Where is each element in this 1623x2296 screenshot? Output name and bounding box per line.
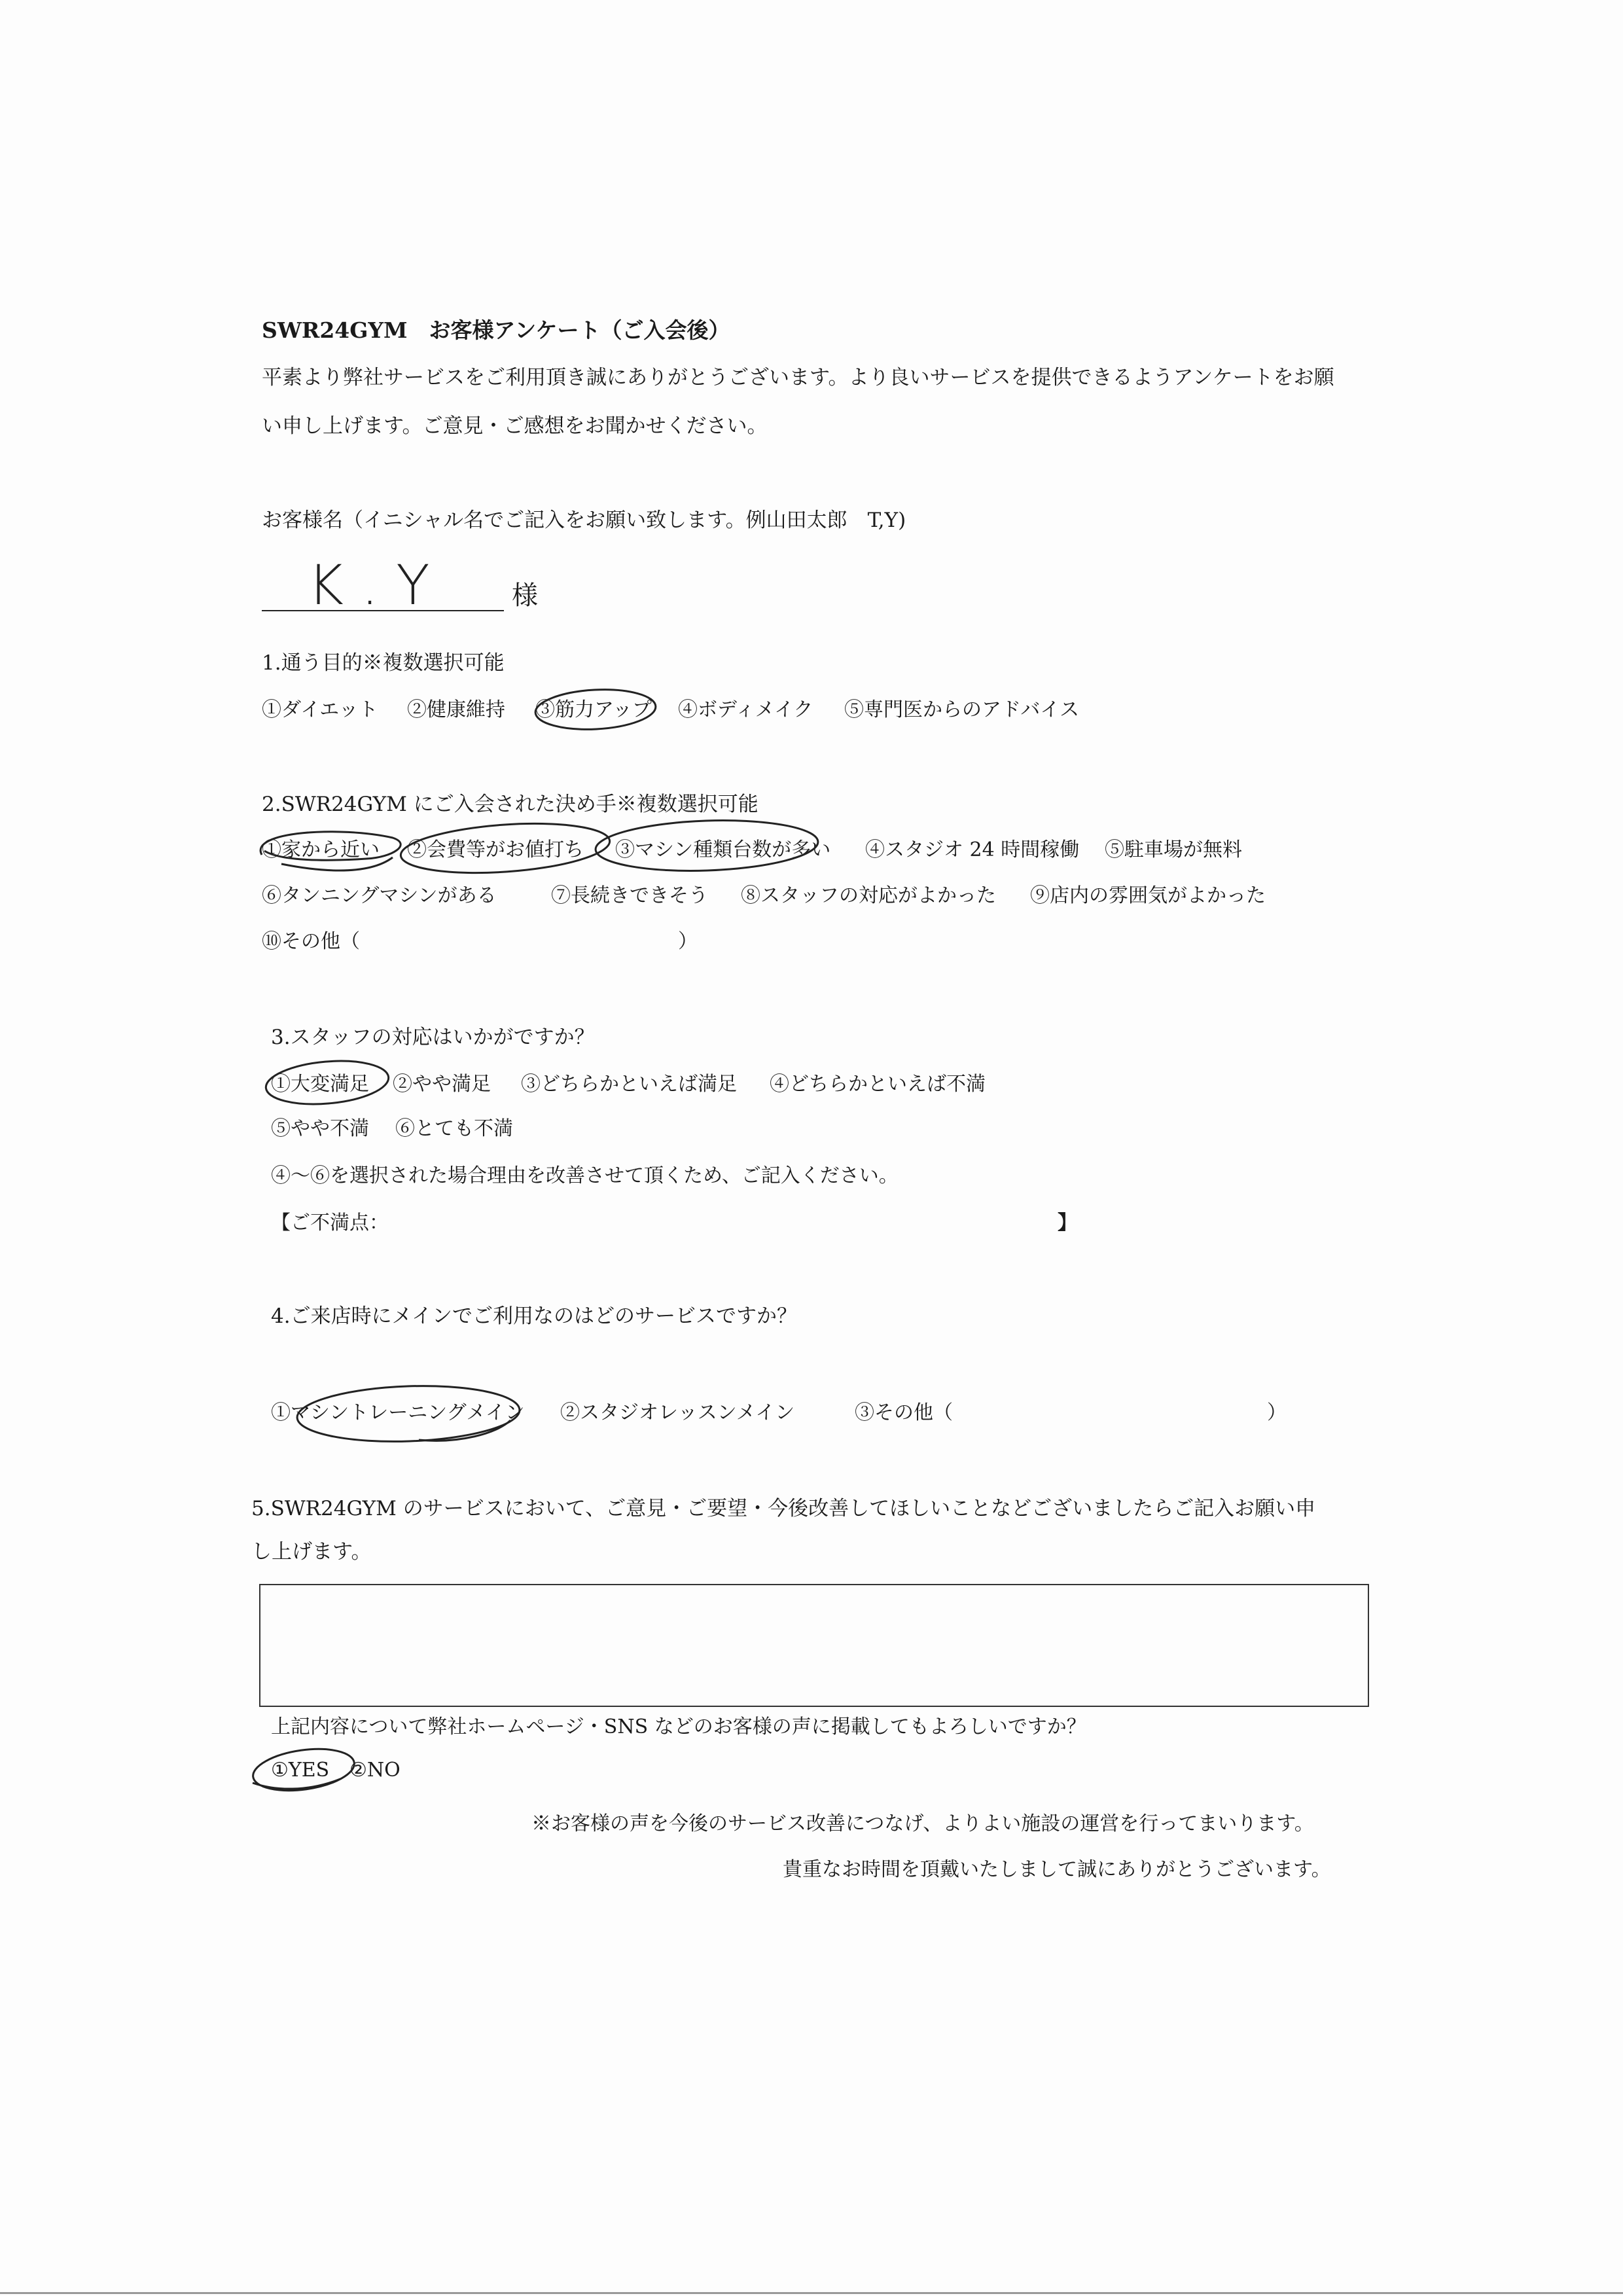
scan-bottom-edge [0, 2292, 1623, 2294]
q3-option-somewhat-satisfied[interactable]: ②やや満足 [393, 1073, 491, 1096]
circle-mark-q1-strength [535, 687, 657, 732]
q2-option-staff[interactable]: ⑧スタッフの対応がよかった [741, 884, 996, 907]
q3-reason-note: ④～⑥を選択された場合理由を改善させて頂くため、ご記入ください。 [271, 1164, 899, 1187]
footer-note-line-1: ※お客様の声を今後のサービス改善につなげ、よりよい施設の運営を行ってまいります。 [531, 1812, 1314, 1835]
q3-option-rather-satisfied[interactable]: ③どちらかといえば満足 [521, 1073, 737, 1096]
q3-option-very-satisfied[interactable]: ①大変満足 [271, 1073, 369, 1096]
q2-other-close-paren: ） [678, 930, 698, 953]
q4-heading: 4.ご来店時にメインでご利用なのはどのサービスですか？ [271, 1304, 797, 1328]
q2-option-parking[interactable]: ⑤駐車場が無料 [1105, 838, 1242, 861]
q2-option-studio-24h[interactable]: ④スタジオ 24 時間稼働 [865, 838, 1080, 861]
q4-option-other[interactable]: ③その他（ [855, 1401, 953, 1424]
q2-option-atmosphere[interactable]: ⑨店内の雰囲気がよかった [1030, 884, 1266, 907]
q2-option-fees[interactable]: ②会費等がお値打ち [407, 838, 584, 861]
customer-name-label: お客様名（イニシャル名でご記入をお願い致します。例山田太郎 T,Y) [262, 509, 906, 532]
q3-option-rather-dissatisfied[interactable]: ④どちらかといえば不満 [770, 1073, 986, 1096]
circle-mark-q2-machines [595, 817, 819, 874]
q2-option-tanning[interactable]: ⑥タンニングマシンがある [262, 884, 497, 907]
intro-text-line-2: い申し上げます。ご意見・ご感想をお聞かせください。 [262, 414, 768, 438]
intro-text-line-1: 平素より弊社サービスをご利用頂き誠にありがとうございます。より良いサービスを提供できるようアンケートをお願 [262, 366, 1334, 389]
circle-mark-q2-near-home [260, 832, 401, 860]
tail-mark-q4 [419, 1420, 510, 1441]
q2-option-continue[interactable]: ⑦長続きできそう [551, 884, 708, 907]
q3-dissatisfaction-label: 【ご不満点： [271, 1211, 389, 1234]
tail-mark-publish-yes [253, 1779, 340, 1789]
q2-option-other[interactable]: ⑩その他（ [262, 930, 360, 953]
publish-option-no[interactable]: ②NO [349, 1759, 401, 1782]
q3-option-very-dissatisfied[interactable]: ⑥とても不満 [395, 1117, 513, 1140]
q2-option-machines[interactable]: ③マシン種類台数が多い [615, 838, 831, 861]
publish-consent-question: 上記内容について弊社ホームページ・SNS などのお客様の声に掲載してもよろしいですか？ [271, 1715, 1086, 1738]
q4-other-close-paren: ） [1267, 1401, 1287, 1424]
publish-option-yes[interactable]: ①YES [271, 1759, 330, 1782]
customer-name-handwritten[interactable]: K . Y [308, 553, 430, 617]
q1-option-strength[interactable]: ③筋力アップ [535, 698, 652, 721]
q3-heading: 3.スタッフの対応はいかがですか？ [271, 1026, 595, 1049]
q2-option-near-home[interactable]: ①家から近い [262, 838, 380, 861]
survey-title: SWR24GYM お客様アンケート（ご入会後） [262, 317, 730, 343]
q5-heading-line-2: し上げます。 [251, 1540, 372, 1564]
q1-heading: 1.通う目的※複数選択可能 [262, 651, 505, 675]
circle-mark-q4-machine-training [296, 1382, 521, 1445]
q1-option-specialist[interactable]: ⑤専門医からのアドバイス [844, 698, 1080, 721]
q1-option-health[interactable]: ②健康維持 [407, 698, 505, 721]
q3-option-somewhat-dissatisfied[interactable]: ⑤やや不満 [271, 1117, 369, 1140]
q5-heading-line-1: 5.SWR24GYM のサービスにおいて、ご意見・ご要望・今後改善してほしいことなどございましたらご記入お願い申 [251, 1497, 1316, 1520]
honorific-sama: 様 [512, 581, 538, 611]
q2-heading: 2.SWR24GYM にご入会された決め手※複数選択可能 [262, 793, 758, 816]
q1-option-bodymake[interactable]: ④ボディメイク [678, 698, 813, 721]
q1-option-diet[interactable]: ①ダイエット [262, 698, 378, 721]
q3-dissatisfaction-close: 】 [1058, 1211, 1077, 1234]
footer-note-line-2: 貴重なお時間を頂戴いたしまして誠にありがとうございます。 [783, 1858, 1331, 1881]
q4-option-studio-lesson[interactable]: ②スタジオレッスンメイン [560, 1401, 795, 1424]
circle-mark-q2-fees [399, 817, 611, 879]
circle-mark-q3-very-satisfied [264, 1056, 391, 1109]
q4-option-machine-training[interactable]: ①マシントレーニングメイン [271, 1401, 525, 1424]
